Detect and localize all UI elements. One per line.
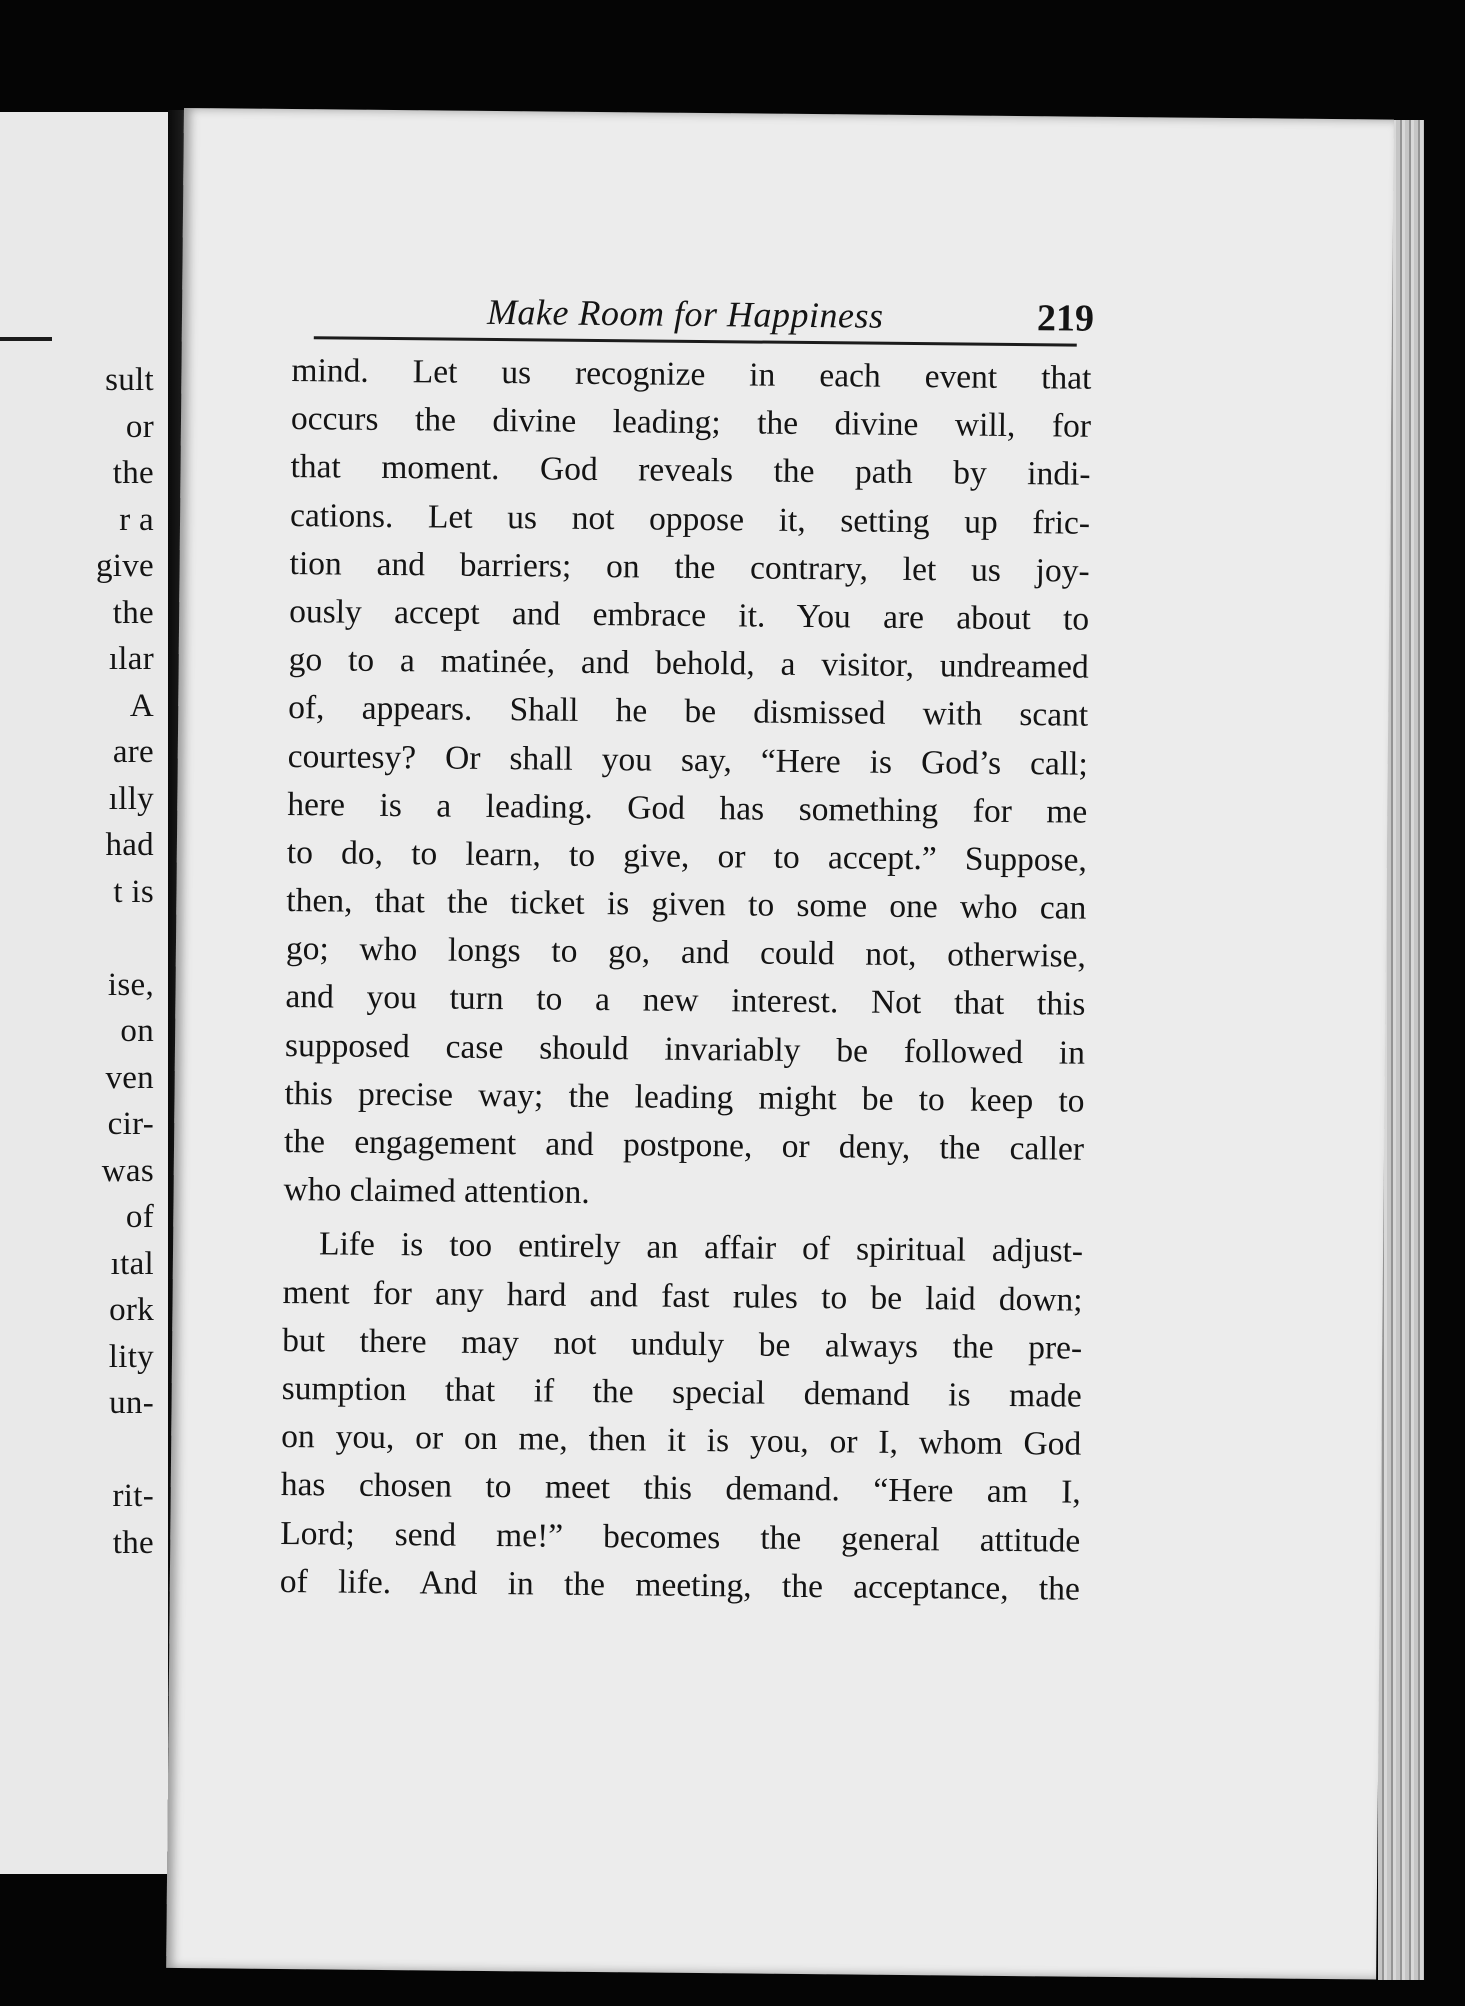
left-line: rit- (112, 1478, 154, 1514)
text-line: supposed case should invariably be followed in (284, 1026, 1086, 1072)
text-line: of, appears. Shall he be dismissed with scant (288, 689, 1089, 735)
left-line (96, 915, 154, 962)
left-line: had (105, 827, 154, 863)
left-line (96, 1427, 154, 1474)
body-text (280, 347, 1092, 1613)
text-line: sumption that if the special demand is made (281, 1369, 1082, 1415)
text-line: ously accept and embrace it. You are about to (288, 592, 1090, 638)
left-line: the (112, 455, 154, 491)
left-line: the (112, 594, 154, 631)
left-line: r a (119, 501, 154, 538)
left-line: give (95, 548, 154, 584)
running-head-title: Make Room for Happiness (486, 291, 884, 336)
left-line: the (112, 1524, 154, 1561)
text-line: on you, or on me, then it is you, or I, whom God (281, 1418, 1082, 1463)
text-line: that moment. God reveals the path by indi- (290, 448, 1091, 494)
text-line: but there may not unduly be always the pre- (281, 1321, 1083, 1367)
text-line: has chosen to meet this demand. “Here am I, (280, 1466, 1081, 1511)
left-line: cir- (107, 1106, 154, 1142)
paragraph-2 (280, 1220, 1084, 1613)
paragraph-1 (283, 347, 1091, 1222)
left-line: on (120, 1013, 154, 1049)
text-line: and you turn to a new interest. Not that this (285, 978, 1086, 1024)
left-line: lity (108, 1338, 154, 1375)
text-line: go to a matinée, and behold, a visitor, undreamed (288, 641, 1089, 686)
left-page-rule (0, 337, 52, 341)
text-line: this precise way; the leading might be to keep to (284, 1074, 1085, 1120)
text-line: ment for any hard and fast rules to be laid down; (282, 1273, 1083, 1319)
page-number: 219 (1036, 297, 1095, 340)
text-line: mind. Let us recognize in each event that (291, 352, 1092, 397)
left-line: or (125, 408, 154, 445)
text-line: Lord; send me!” becomes the general attitude (280, 1514, 1081, 1560)
left-line: ılar (108, 641, 154, 677)
text-line: the engagement and postpone, or deny, the caller (283, 1123, 1085, 1168)
text-line: cations. Let us not oppose it, setting up fric- (289, 496, 1091, 542)
left-line: ıtal (110, 1245, 154, 1282)
text-line: then, that the ticket is given to some one who can (286, 882, 1087, 927)
text-line: courtesy? Or shall you say, “Here is God’s call; (287, 737, 1088, 783)
left-page-text (96, 357, 154, 1566)
text-line: Life is too entirely an affair of spiritual adjust- (318, 1225, 1084, 1271)
left-line: are (112, 734, 154, 770)
text-line: tion and barriers; on the contrary, let us joy- (289, 544, 1090, 590)
left-line: ılly (108, 780, 154, 817)
text-line: to do, to learn, to give, or to accept.” Suppose, (286, 833, 1087, 879)
text-line: of life. And in the meeting, the acceptance, the (279, 1562, 1081, 1608)
left-line: sult (105, 362, 154, 398)
text-line: go; who longs to go, and could not, otherwise, (285, 930, 1087, 975)
text-line: who claimed attention. (283, 1171, 590, 1212)
left-line: of (125, 1199, 154, 1235)
left-page (0, 112, 172, 1874)
left-line: un- (109, 1385, 154, 1421)
left-line: t is (113, 873, 154, 910)
left-line: A (129, 687, 154, 724)
left-line: ise, (107, 966, 154, 1003)
text-line: here is a leading. God has something for me (287, 785, 1088, 831)
left-line: ven (105, 1059, 154, 1096)
right-page (166, 108, 1394, 1980)
left-line: was (101, 1152, 154, 1189)
left-line: ork (109, 1292, 154, 1328)
text-line: occurs the divine leading; the divine will, for (290, 400, 1092, 445)
